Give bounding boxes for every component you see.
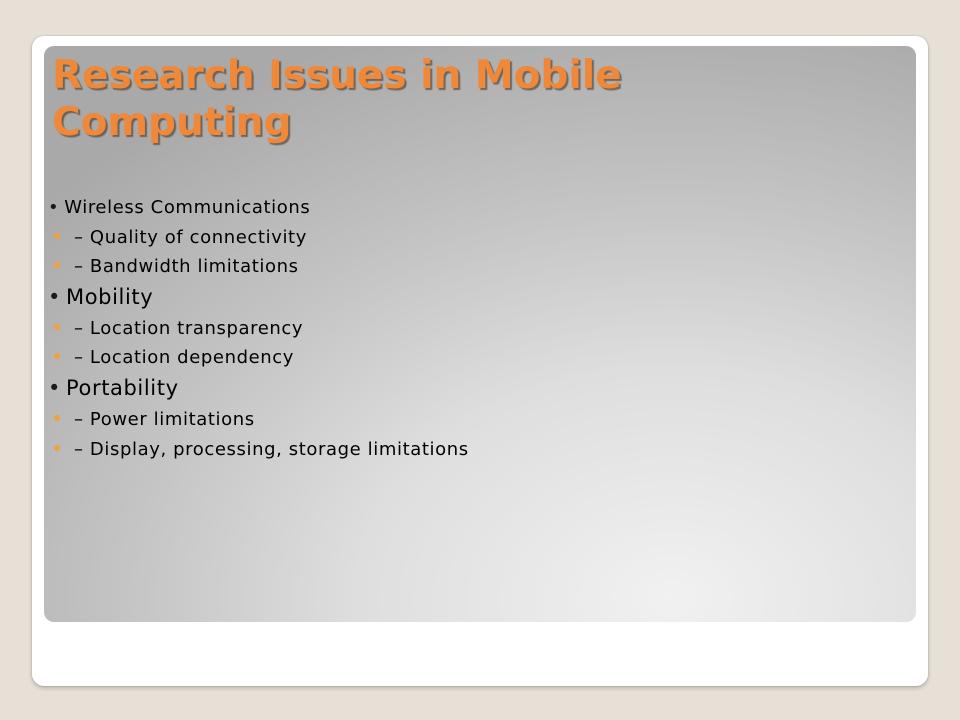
sub-bullet-dot [54, 415, 60, 421]
slide-title: Research Issues in Mobile Computing [52, 53, 622, 145]
bullet-text: Mobility [66, 285, 154, 309]
sub-bullet-item [54, 439, 469, 460]
sub-bullet-dot [54, 262, 60, 268]
bullet-item-mobility [48, 285, 153, 309]
sub-bullet-text: – Location transparency [74, 318, 304, 339]
bullet-item-portability [48, 376, 179, 400]
sub-bullet-dot [54, 353, 60, 359]
bullet-item-wireless [48, 197, 310, 218]
sub-bullet-text: – Display, processing, storage limitations [74, 439, 469, 460]
sub-bullet-dot [54, 233, 60, 239]
sub-bullet-item [54, 409, 255, 430]
sub-bullet-text: – Location dependency [74, 347, 295, 368]
bullet-text: Portability [66, 376, 179, 400]
sub-bullet-item [54, 318, 303, 339]
bullet-marker: • [48, 197, 60, 218]
sub-bullet-text: – Bandwidth limitations [74, 256, 299, 277]
sub-bullet-text: – Power limitations [74, 409, 255, 430]
sub-bullet-item [54, 347, 294, 368]
sub-bullet-text: – Quality of connectivity [74, 227, 307, 248]
bullet-marker: • [48, 285, 61, 309]
sub-bullet-dot [54, 324, 60, 330]
bullet-marker: • [48, 376, 61, 400]
bullet-text: Wireless Communications [64, 197, 311, 218]
sub-bullet-dot [54, 445, 60, 451]
sub-bullet-item [54, 227, 307, 248]
sub-bullet-item [54, 256, 299, 277]
